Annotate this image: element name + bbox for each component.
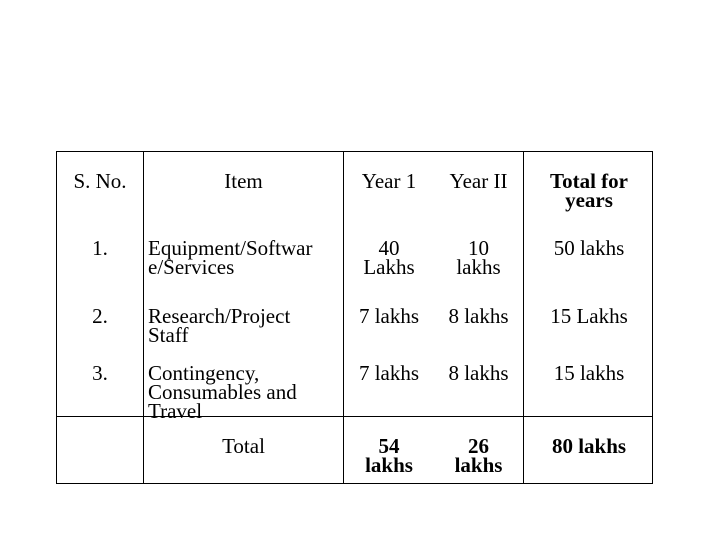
row-1-sno: 1. (92, 236, 108, 260)
row-2-item: Research/Project Staff (148, 304, 291, 347)
column-divider (143, 152, 144, 483)
row-2-total: 15 Lakhs (550, 304, 628, 328)
total-overall: 80 lakhs (551, 434, 627, 458)
row-1-year1: 40 Lakhs (363, 236, 415, 279)
row-1-item: Equipment/Softwar e/Services (148, 236, 313, 279)
total-label: Total (222, 434, 265, 458)
row-divider (57, 416, 652, 417)
total-year1: 54 lakhs (365, 434, 413, 477)
row-3-total: 15 lakhs (553, 361, 625, 385)
row-3-year2: 8 lakhs (448, 361, 509, 385)
row-1-year2: 10 lakhs (456, 236, 501, 279)
row-2-year2: 8 lakhs (448, 304, 509, 328)
header-year2: Year II (449, 169, 508, 193)
header-total: Total for years (550, 169, 628, 212)
budget-table (56, 151, 653, 484)
row-2-year1: 7 lakhs (358, 304, 420, 328)
header-year1: Year 1 (361, 169, 417, 193)
row-3-year1: 7 lakhs (358, 361, 420, 385)
row-3-item: Contingency, Consumables and Travel (148, 361, 297, 423)
row-3-sno: 3. (92, 361, 108, 385)
row-1-total: 50 lakhs (553, 236, 625, 260)
header-item: Item (224, 169, 263, 193)
header-sno: S. No. (73, 169, 127, 193)
total-year2: 26 lakhs (454, 434, 503, 477)
row-2-sno: 2. (92, 304, 108, 328)
